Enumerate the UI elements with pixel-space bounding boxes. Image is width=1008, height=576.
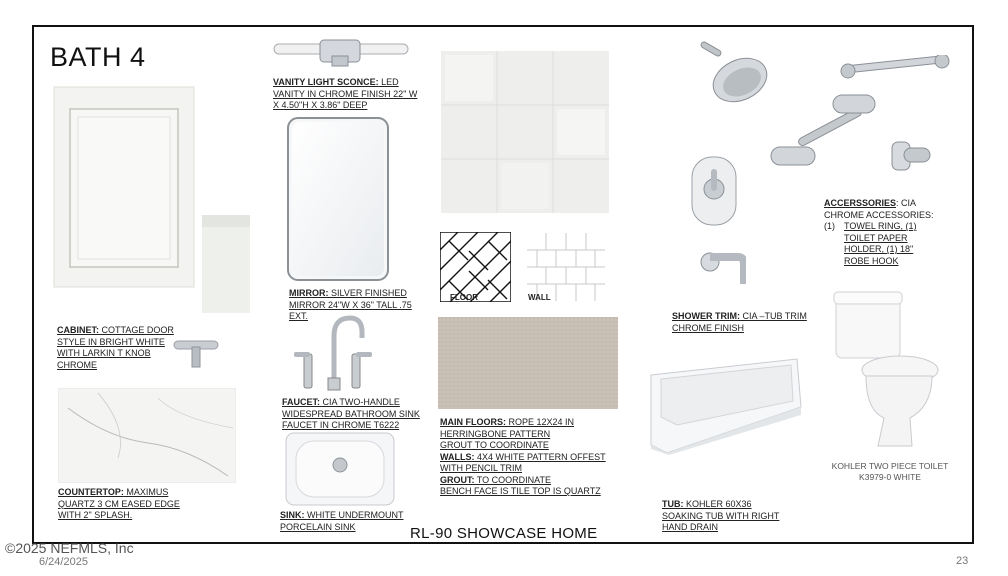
- vanity-light-caption: VANITY LIGHT SCONCE: LED VANITY IN CHROME FINISH 22" W X 4.50"H X 3.86" DEEP: [273, 77, 418, 110]
- robe-hook-image: [888, 136, 934, 176]
- shower-valve-image: [688, 153, 742, 229]
- page-number: 23: [956, 555, 969, 567]
- tub-spout-image: [700, 250, 746, 290]
- mirror-caption: MIRROR: SILVER FINISHED MIRROR 24"W X 36" TALL .75 EXT.: [289, 288, 412, 321]
- wall-tile-sample-image: [441, 51, 609, 213]
- sink-image: [284, 431, 396, 507]
- shower-trim-caption: SHOWER TRIM: CIA –TUB TRIM CHROME FINISH: [672, 311, 807, 333]
- showcase-title: RL-90 SHOWCASE HOME: [410, 525, 598, 542]
- faucet-caption: FAUCET: CIA TWO-HANDLE WIDESPREAD BATHROOM SINK FAUCET IN CHROME T6222: [282, 397, 420, 430]
- faucet-image: [290, 312, 380, 394]
- shower-head-image: [698, 40, 774, 108]
- floor-label: FLOOR: [450, 293, 478, 302]
- countertop-caption: COUNTERTOP: MAXIMUS QUARTZ 3 CM EASED EDGE WITH 2" SPLASH.: [58, 487, 180, 520]
- toilet-caption: KOHLER TWO PIECE TOILET K3979-0 WHITE: [831, 461, 949, 482]
- accessories-caption: ACCERSSORIES: CIA CHROME ACCESSORIES: (1) TOWEL RING, (1) TOILET PAPER HOLDER, (1) 18" ROBE HOOK: [824, 198, 934, 266]
- floors-caption: MAIN FLOORS: ROPE 12X24 IN HERRINGBONE PATTERN GROUT TO COORDINATE WALLS: 4X4 WHITE PATTERN OFFEST WITH PENCIL TRIM GROUT: TO COORDINATE BENCH FACE IS TILE TOP IS QUARTZ: [440, 417, 606, 496]
- countertop-image: [58, 388, 236, 483]
- watermark: ©2025 NEFMLS, Inc: [5, 540, 134, 556]
- wall-label: WALL: [528, 293, 551, 302]
- bathtub-image: [647, 345, 805, 457]
- vanity-light-image: [272, 38, 412, 68]
- wall-pattern-image: [527, 233, 605, 301]
- toilet-image: [832, 290, 942, 452]
- mirror-image: [286, 116, 392, 284]
- sink-caption: SINK: WHITE UNDERMOUNT PORCELAIN SINK: [280, 510, 404, 532]
- tub-caption: TUB: KOHLER 60X36 SOAKING TUB WITH RIGHT HAND DRAIN: [662, 499, 780, 532]
- t-knob-image: [172, 325, 222, 370]
- date-label: 6/24/2025: [39, 556, 88, 568]
- page-title: BATH 4: [50, 42, 146, 72]
- cabinet-door-image: [52, 85, 252, 315]
- tp-holder-image: [765, 93, 883, 185]
- floor-tile-sample-image: [438, 317, 618, 409]
- cabinet-caption: CABINET: COTTAGE DOOR STYLE IN BRIGHT WHITE WITH LARKIN T KNOB CHROME: [57, 325, 174, 370]
- towel-bar-image: [838, 55, 950, 85]
